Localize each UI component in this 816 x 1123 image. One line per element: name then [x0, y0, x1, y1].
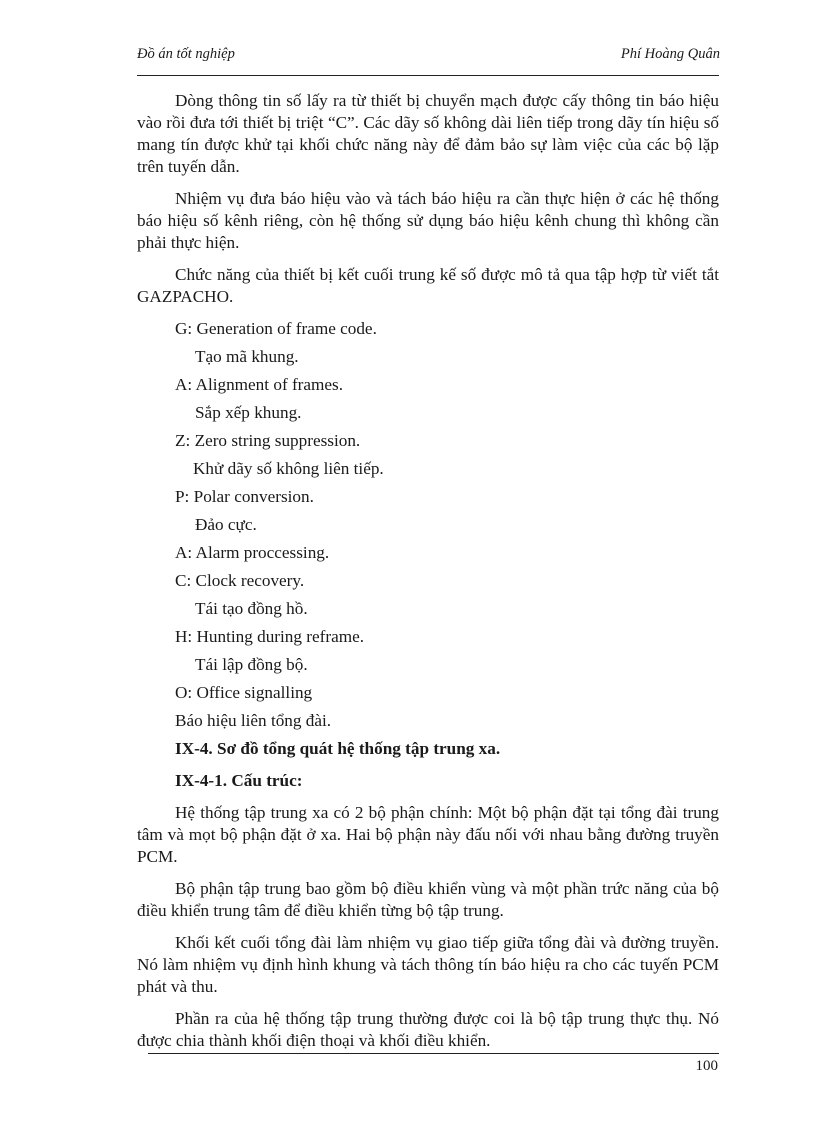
list-item: H: Hunting during reframe.: [175, 627, 365, 646]
paragraph: Khối kết cuối tổng đài làm nhiệm vụ giao tiếp giữa tổng đài và đường truyền. Nó làm nhiệm vụ định hình khung và tách thông tín báo hiệu ra cho các tuyến PCM phát và thu.: [137, 933, 719, 996]
list-item-description: Sắp xếp khung.: [195, 403, 302, 422]
paragraph: Hệ thống tập trung xa có 2 bộ phận chính: Một bộ phận đặt tại tổng đài trung tâm và mọt bộ phận đặt ở xa. Hai bộ phận này đấu nối với nhau bằng đường truyền PCM.: [137, 803, 719, 866]
section-heading: IX-4. Sơ đồ tổng quát hệ thống tập trung xa.: [175, 739, 501, 758]
list-item: G: Generation of frame code.: [175, 319, 377, 338]
paragraph: Dòng thông tin số lấy ra từ thiết bị chuyển mạch được cấy thông tin báo hiệu vào rồi đưa tới thiết bị triệt “C”. Các dãy số không dài liên tiếp trong dãy tín hiệu số mang tín được khử tại khối chức năng này để đảm bảo sự làm việc của các bộ lặp trên tuyến dẫn.: [137, 91, 719, 176]
paragraph: Nhiệm vụ đưa báo hiệu vào và tách báo hiệu ra cần thực hiện ở các hệ thống báo hiệu số kênh riêng, còn hệ thống sử dụng báo hiệu kênh chung thì không cần phải thực hiện.: [137, 189, 719, 252]
header-left-title: Đồ án tốt nghiệp: [137, 46, 235, 62]
list-item: C: Clock recovery.: [175, 571, 305, 590]
list-item-description: Khử dãy số không liên tiếp.: [193, 459, 384, 478]
paragraph: Phần ra của hệ thống tập trung thường được coi là bộ tập trung thực thụ. Nó được chia thành khối điện thoại và khối điều khiển.: [137, 1009, 719, 1050]
list-item: P: Polar conversion.: [175, 487, 314, 506]
paragraph: Chức năng của thiết bị kết cuối trung kế số được mô tả qua tập hợp từ viết tắt GAZPACHO.: [137, 265, 719, 306]
subsection-heading: IX-4-1. Cấu trúc:: [175, 771, 303, 790]
list-item-description: Báo hiệu liên tổng đài.: [175, 711, 332, 730]
page-number: 100: [695, 1058, 718, 1074]
list-item: O: Office signalling: [175, 683, 313, 702]
list-item-description: Tái lập đồng bộ.: [195, 655, 308, 674]
header-author: Phí Hoàng Quân: [620, 46, 720, 62]
list-item-description: Đảo cực.: [195, 515, 257, 534]
list-item: A: Alignment of frames.: [175, 375, 344, 394]
page-content: [137, 90, 719, 1062]
header-divider: [137, 75, 719, 76]
list-item: A: Alarm proccessing.: [175, 543, 330, 562]
paragraph: Bộ phận tập trung bao gồm bộ điều khiển vùng và một phần trức năng của bộ điều khiển trung tâm để điều khiển từng bộ tập trung.: [137, 879, 719, 920]
list-item-description: Tạo mã khung.: [195, 347, 299, 366]
footer-divider: [148, 1053, 719, 1054]
list-item: Z: Zero string suppression.: [175, 431, 361, 450]
list-item-description: Tái tạo đồng hồ.: [195, 599, 308, 618]
